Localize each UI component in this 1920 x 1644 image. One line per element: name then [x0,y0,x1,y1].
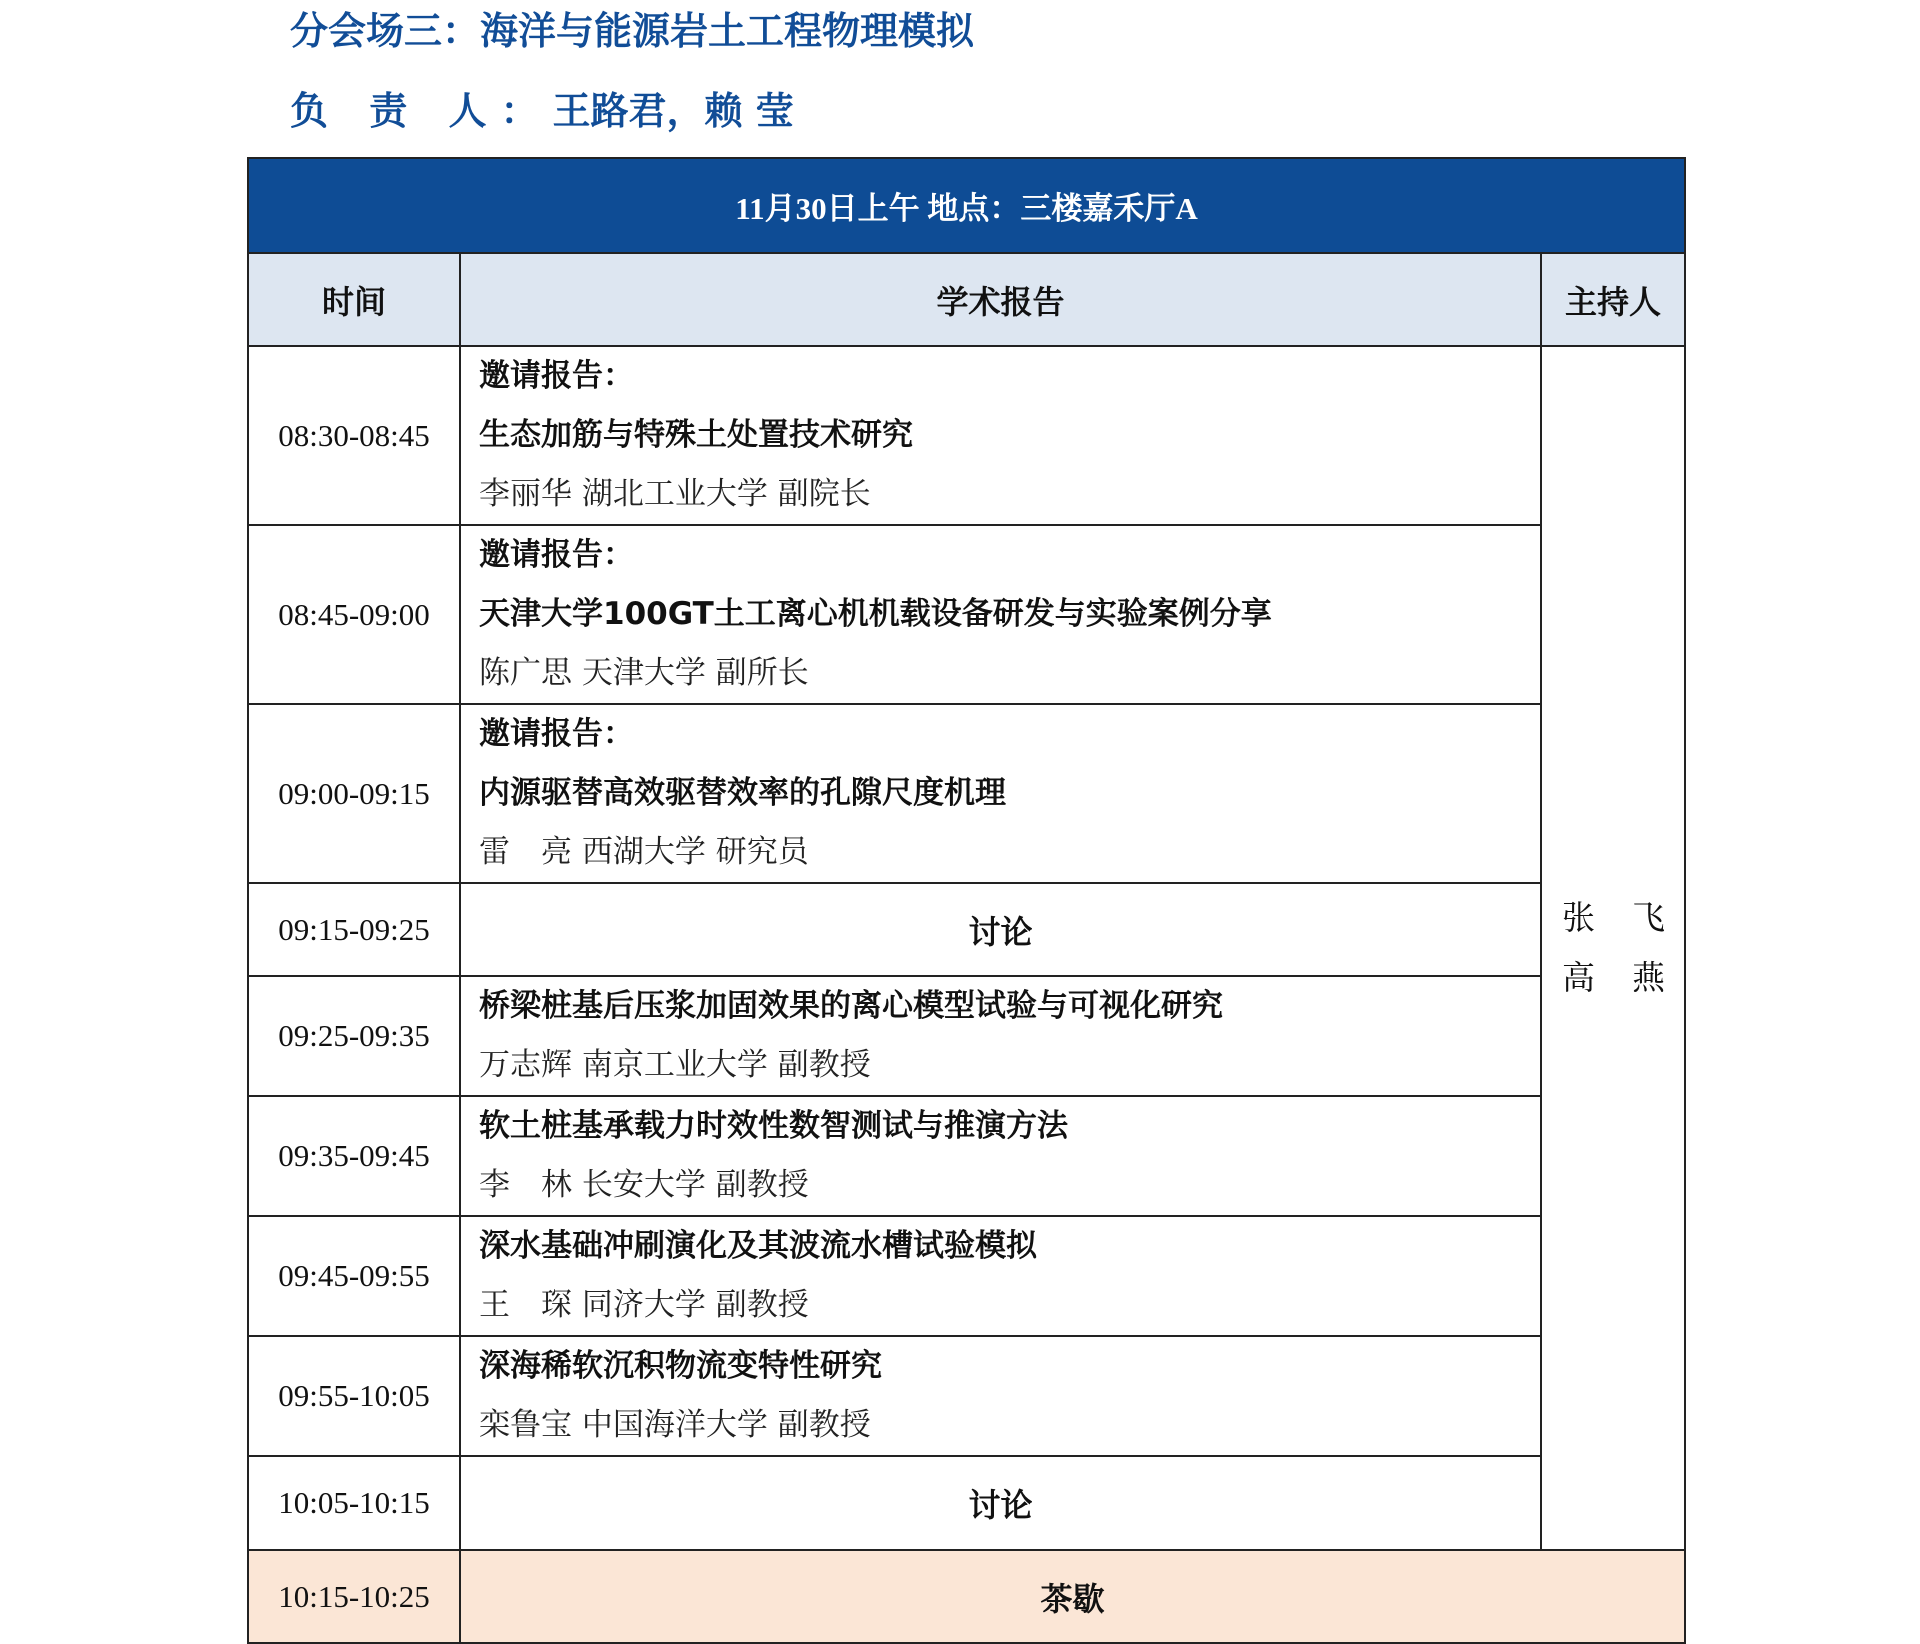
header-time: 时间 [248,253,460,346]
row-time: 09:35-09:45 [248,1096,460,1216]
table-row [248,704,1685,883]
report-label: 邀请报告： [479,537,634,573]
report-speaker: 栾鲁宝 中国海洋大学 副教授 [479,1407,871,1443]
report-label: 邀请报告： [479,358,634,394]
row-time: 08:30-08:45 [248,346,460,525]
table-row [248,525,1685,704]
table-row [248,1456,1685,1550]
table-row [248,1336,1685,1456]
row-report [460,976,1541,1096]
report-speaker: 万志辉 南京工业大学 副教授 [479,1047,871,1083]
report-speaker: 李 林 长安大学 副教授 [479,1167,809,1203]
table-row [248,1096,1685,1216]
banner-row [248,158,1685,253]
report-speaker: 雷 亮 西湖大学 研究员 [479,834,809,870]
schedule-table [247,157,1686,1644]
row-time: 10:15-10:25 [248,1550,460,1643]
report-title: 桥梁桩基后压浆加固效果的离心模型试验与可视化研究 [479,988,1223,1024]
discussion-cell: 讨论 [460,1456,1541,1550]
report-title: 软土桩基承载力时效性数智测试与推演方法 [479,1108,1068,1144]
row-time: 09:45-09:55 [248,1216,460,1336]
discussion-cell: 讨论 [460,883,1541,976]
row-time: 09:25-09:35 [248,976,460,1096]
table-row [248,1216,1685,1336]
report-title: 内源驱替高效驱替效率的孔隙尺度机理 [479,775,1006,811]
row-time: 09:55-10:05 [248,1336,460,1456]
report-title: 深海稀软沉积物流变特性研究 [479,1348,882,1384]
header-host: 主持人 [1541,253,1685,346]
report-speaker: 陈广思 天津大学 副所长 [479,655,809,691]
host-name: 张 飞 [1562,898,1667,937]
table-row [248,883,1685,976]
tea-break-cell: 茶歇 [460,1550,1685,1643]
row-report [460,1096,1541,1216]
leaders-names: 王路君，赖 莹 [552,89,794,133]
row-report [460,704,1541,883]
session-leaders [290,89,794,133]
host-cell [1541,346,1685,1550]
row-report [460,346,1541,525]
table-row [248,346,1685,525]
row-time: 09:00-09:15 [248,704,460,883]
report-title: 生态加筋与特殊土处置技术研究 [479,417,913,453]
report-speaker: 王 琛 同济大学 副教授 [479,1287,809,1323]
session-title: 分会场三：海洋与能源岩土工程物理模拟 [290,9,975,53]
host-name: 高 燕 [1562,958,1667,997]
report-label: 邀请报告： [479,716,634,752]
leaders-label: 负 责 人： [290,89,553,133]
row-time: 08:45-09:00 [248,525,460,704]
report-speaker: 李丽华 湖北工业大学 副院长 [479,476,871,512]
row-report [460,1336,1541,1456]
row-report [460,525,1541,704]
row-report [460,1216,1541,1336]
row-time: 10:05-10:15 [248,1456,460,1550]
table-row [248,976,1685,1096]
report-title: 深水基础冲刷演化及其波流水槽试验模拟 [479,1228,1037,1264]
table-row [248,1550,1685,1643]
header-report: 学术报告 [460,253,1541,346]
schedule-banner: 11月30日上午 地点：三楼嘉禾厅A [248,158,1685,253]
row-time: 09:15-09:25 [248,883,460,976]
header-row [248,253,1685,346]
report-title: 天津大学100GT土工离心机机载设备研发与实验案例分享 [479,596,1272,632]
